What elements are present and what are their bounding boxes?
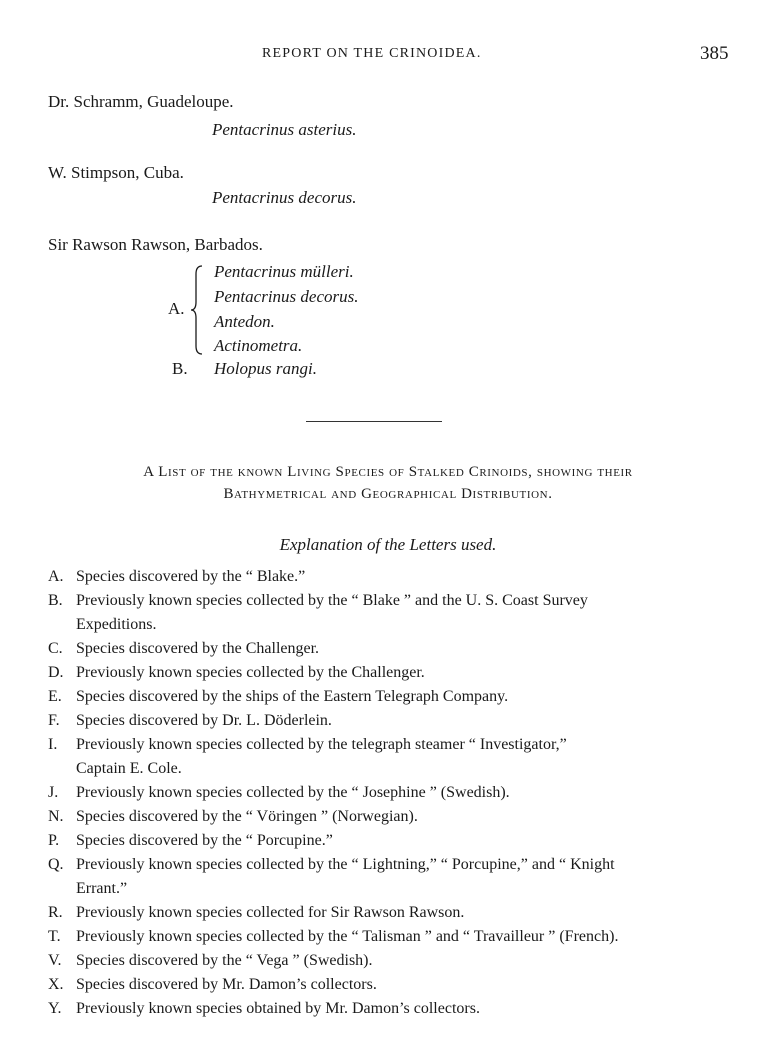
legend-letter: I.: [48, 736, 58, 753]
legend-row: [48, 733, 732, 757]
species-entry: Pentacrinus decorus.: [214, 287, 359, 306]
legend-letter: C.: [48, 640, 63, 657]
legend-text: Species discovered by the “ Porcupine.”: [76, 832, 333, 849]
section-divider: [306, 421, 442, 422]
legend-letter: F.: [48, 712, 60, 729]
page-header: [0, 43, 776, 70]
legend-text: Previously known species collected by the “ Josephine ” (Swedish).: [76, 784, 510, 801]
species-entry: Pentacrinus asterius.: [212, 120, 357, 139]
legend-row: [48, 805, 732, 829]
legend-row: [48, 565, 732, 589]
legend-row-continuation: [48, 877, 732, 901]
legend-row: [48, 637, 732, 661]
legend-letter: A.: [48, 568, 64, 585]
group-b-label: B.: [172, 359, 188, 378]
legend-text: Previously known species collected by the Challenger.: [76, 664, 425, 681]
letters-legend: [48, 565, 732, 1021]
legend-letter: P.: [48, 832, 60, 849]
legend-row: [48, 661, 732, 685]
section-title-line2: Bathymetrical and Geographical Distribution.: [223, 486, 553, 502]
species-entry: Holopus rangi.: [214, 359, 317, 378]
collector-rawson: Sir Rawson Rawson, Barbados.: [48, 235, 263, 254]
legend-text: Previously known species collected by the “ Talisman ” and “ Travailleur ” (French).: [76, 928, 619, 945]
legend-letter: N.: [48, 808, 64, 825]
legend-text-continuation: Expeditions.: [76, 616, 157, 633]
legend-row: [48, 781, 732, 805]
legend-text: Species discovered by the “ Vöringen ” (Norwegian).: [76, 808, 418, 825]
running-title: REPORT ON THE CRINOIDEA.: [262, 46, 482, 61]
legend-text: Species discovered by Dr. L. Döderlein.: [76, 712, 332, 729]
legend-text: Previously known species collected for Sir Rawson Rawson.: [76, 904, 465, 921]
legend-letter: Q.: [48, 856, 64, 873]
legend-letter: T.: [48, 928, 61, 945]
species-entry: Antedon.: [214, 312, 275, 331]
legend-letter: J.: [48, 784, 59, 801]
legend-row: [48, 685, 732, 709]
legend-row: [48, 925, 732, 949]
group-a-label: A.: [168, 299, 185, 318]
legend-text: Species discovered by the Challenger.: [76, 640, 320, 657]
legend-text: Previously known species collected by the “ Blake ” and the U. S. Coast Survey: [76, 592, 588, 609]
section-subtitle: Explanation of the Letters used.: [279, 535, 497, 554]
legend-letter: R.: [48, 904, 63, 921]
legend-text-continuation: Captain E. Cole.: [76, 760, 182, 777]
legend-row-continuation: [48, 757, 732, 781]
legend-row-continuation: [48, 613, 732, 637]
legend-row: [48, 973, 732, 997]
collector-schramm: Dr. Schramm, Guadeloupe.: [48, 92, 234, 111]
species-entry: Pentacrinus decorus.: [212, 188, 357, 207]
legend-letter: V.: [48, 952, 62, 969]
section-title-line1: A List of the known Living Species of Stalked Crinoids, showing their: [143, 464, 633, 480]
brace-icon: [190, 264, 204, 356]
legend-text: Species discovered by Mr. Damon’s collectors.: [76, 976, 377, 993]
species-entry: Actinometra.: [214, 336, 303, 355]
legend-letter: Y.: [48, 1000, 62, 1017]
legend-text-continuation: Errant.”: [76, 880, 128, 897]
legend-letter: D.: [48, 664, 64, 681]
page-number: 385: [700, 43, 729, 64]
legend-row: [48, 709, 732, 733]
legend-text: Previously known species collected by the “ Lightning,” “ Porcupine,” and “ Knight: [76, 856, 615, 873]
collector-stimpson: W. Stimpson, Cuba.: [48, 163, 184, 182]
legend-text: Previously known species obtained by Mr. Damon’s collectors.: [76, 1000, 480, 1017]
legend-letter: B.: [48, 592, 63, 609]
species-entry: Pentacrinus mülleri.: [214, 262, 354, 281]
legend-text: Species discovered by the “ Blake.”: [76, 568, 306, 585]
legend-text: Species discovered by the ships of the Eastern Telegraph Company.: [76, 688, 509, 705]
legend-row: [48, 997, 732, 1021]
legend-row: [48, 829, 732, 853]
legend-text: Species discovered by the “ Vega ” (Swedish).: [76, 952, 373, 969]
legend-letter: E.: [48, 688, 62, 705]
legend-text: Previously known species collected by the telegraph steamer “ Investigator,”: [76, 736, 567, 753]
legend-row: [48, 853, 732, 877]
legend-row: [48, 949, 732, 973]
legend-row: [48, 901, 732, 925]
legend-letter: X.: [48, 976, 64, 993]
legend-row: [48, 589, 732, 613]
